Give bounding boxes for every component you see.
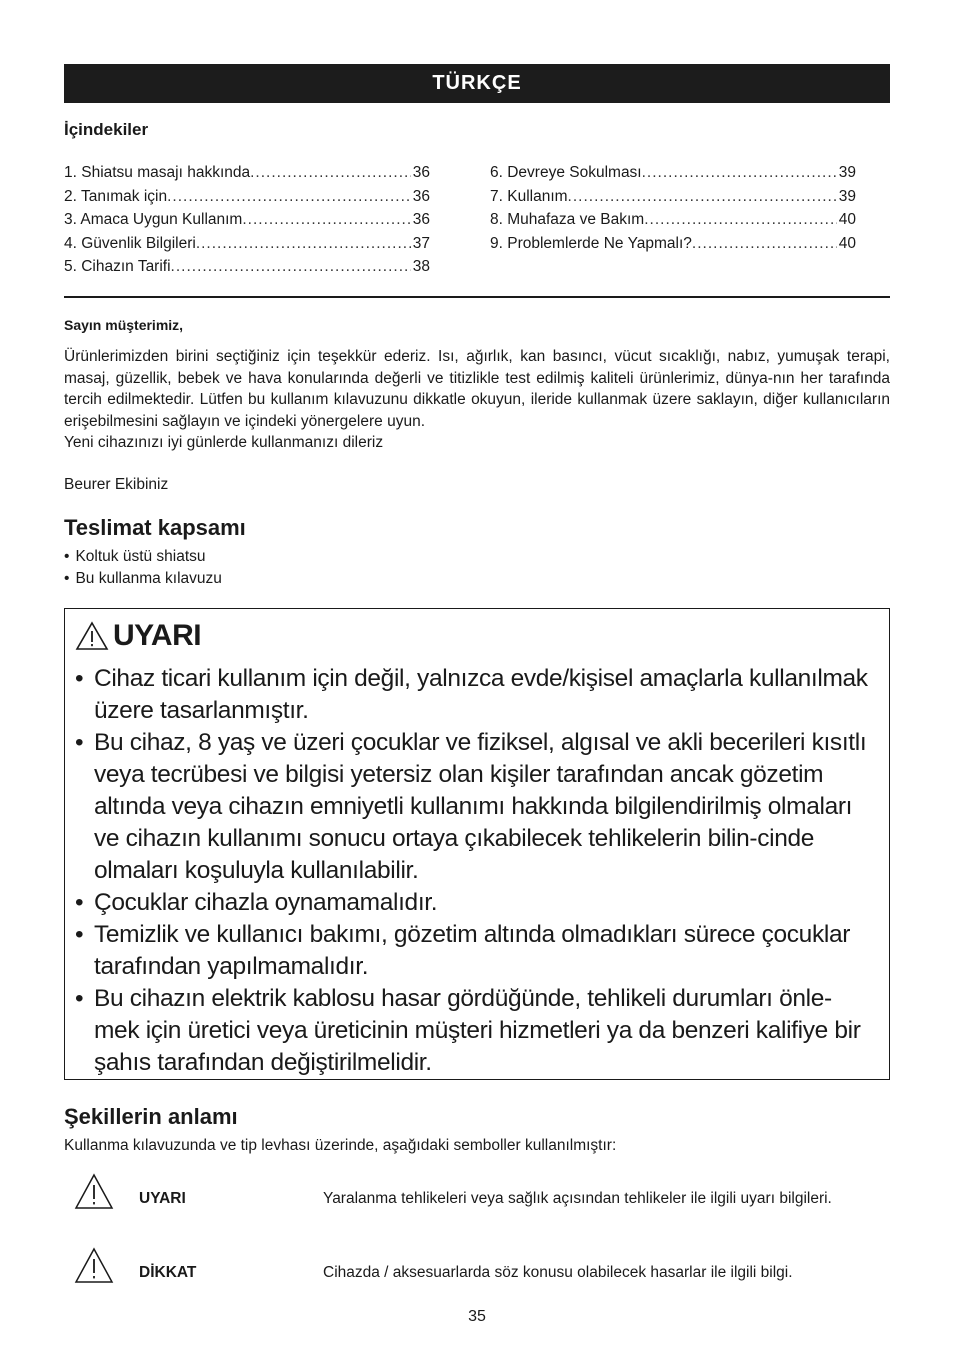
toc-item-label: 7. Kullanım xyxy=(490,187,568,205)
warning-box xyxy=(64,608,890,1080)
toc-item[interactable] xyxy=(490,185,856,209)
list-item: • Bu kullanma kılavuzu xyxy=(64,568,890,591)
toc-leader-dots xyxy=(250,161,411,185)
toc-item-label: 5. Cihazın Tarifi xyxy=(64,258,171,276)
toc-item[interactable] xyxy=(64,161,430,185)
toc-leader-dots xyxy=(568,185,837,209)
toc-item[interactable] xyxy=(490,208,856,232)
warning-item: • Cihaz ticari kullanım için değil, yalnızca evde/kişisel amaçlarla kullanılmak üzere tasarlanmıştır. xyxy=(75,663,877,727)
toc-leader-dots xyxy=(196,232,411,256)
section-divider xyxy=(64,296,890,298)
intro-text xyxy=(64,346,890,454)
list-item: • Koltuk üstü shiatsu xyxy=(64,546,890,569)
delivery-heading: Teslimat kapsamı xyxy=(64,514,246,540)
manual-page xyxy=(64,64,890,1303)
toc-item[interactable] xyxy=(64,255,430,279)
toc-item-label: 4. Güvenlik Bilgileri xyxy=(64,234,196,252)
language-header: TÜRKÇE xyxy=(64,64,890,103)
toc-item-label: 1. Shiatsu masajı hakkında xyxy=(64,164,251,181)
toc-item-label: 9. Problemlerde Ne Yapmalı? xyxy=(490,234,692,252)
warning-list xyxy=(75,663,877,1079)
toc-item-page: 38 xyxy=(412,258,430,276)
warning-item: • Çocuklar cihazla oynamamalıdır. xyxy=(75,887,877,919)
warning-triangle-icon xyxy=(74,1173,114,1211)
symbol-row-caution xyxy=(64,1247,890,1303)
toc-leader-dots xyxy=(644,208,837,232)
toc-title: İçindekiler xyxy=(64,120,149,139)
toc-column-left xyxy=(64,161,430,279)
table-of-contents xyxy=(64,161,890,279)
symbol-description: Cihazda / aksesuarlarda söz konusu olabilecek hasarlar ile ilgili bilgi. xyxy=(323,1263,793,1281)
toc-item-label: 2. Tanımak için xyxy=(64,187,168,205)
delivery-list xyxy=(64,546,890,591)
toc-leader-dots xyxy=(692,232,837,256)
warning-item: • Bu cihaz, 8 yaş ve üzeri çocuklar ve fiziksel, algısal ve akli becerileri kısıtlı veya tecrübesi ve bilgisi yetersiz olan kişiler tarafından ancak gözetim altında veya cihazın emniyetli kullanımı hakkında bilgilendirilmiş olmaları ve cihazın kullanımı sonucu ortaya çıkabilecek tehlikelerin bilin-cinde olmaları koşuluyla kullanılabilir. xyxy=(75,727,877,887)
toc-item[interactable] xyxy=(64,208,430,232)
symbols-heading: Şekillerin anlamı xyxy=(64,1103,238,1129)
greeting: Sayın müşterimiz, xyxy=(64,316,184,333)
toc-item-page: 36 xyxy=(412,164,430,181)
toc-item-page: 39 xyxy=(838,187,856,205)
warning-triangle-icon xyxy=(74,1247,114,1285)
toc-leader-dots xyxy=(171,255,411,279)
toc-item[interactable] xyxy=(64,185,430,209)
toc-item-page: 40 xyxy=(838,234,856,252)
toc-leader-dots xyxy=(167,185,411,209)
symbol-name: DİKKAT xyxy=(139,1263,197,1281)
toc-column-right xyxy=(490,161,856,279)
toc-item[interactable] xyxy=(64,232,430,256)
toc-item[interactable] xyxy=(490,232,856,256)
toc-item-page: 39 xyxy=(838,164,856,181)
toc-item-label: 6. Devreye Sokulması xyxy=(490,164,642,181)
warning-item: • Temizlik ve kullanıcı bakımı, gözetim altında olmadıkları sürece çocuklar tarafından yapılmamalıdır. xyxy=(75,919,877,983)
intro-paragraph: Ürünlerimizden birini seçtiğiniz için teşekkür ederiz. Isı, ağırlık, kan basıncı, vücut sıcaklığı, nabız, yumuşak terapi, masaj, güzellik, bebek ve hava konularında değerli ve titizlikle test edilmiş kaliteli ürünlerimiz, dünya-nın her tarafında tercih edilmektedir. Lütfen bu kullanım kılavuzunu dikkatle okuyun, ileride kullanmak üzere saklayın, diğer kullanıcıların erişebilmesini sağlayın ve içindeki yönergelere uyun. xyxy=(64,347,890,430)
toc-item-page: 40 xyxy=(838,211,856,229)
symbol-name: UYARI xyxy=(139,1189,186,1207)
toc-item-label: 3. Amaca Uygun Kullanım xyxy=(64,211,243,229)
toc-item-page: 36 xyxy=(412,187,430,205)
page-number: 35 xyxy=(468,1308,486,1325)
warning-title-text: UYARI xyxy=(113,618,202,652)
signature: Beurer Ekibiniz xyxy=(64,475,169,493)
warning-item: • Bu cihazın elektrik kablosu hasar gördüğünde, tehlikeli durumları önle-mek için üretici veya üreticinin müşteri hizmetleri ya da benzeri kalifiye bir şahıs tarafından değiştirilmelidir. xyxy=(75,983,877,1079)
toc-item-page: 36 xyxy=(412,211,430,229)
toc-item-label: 8. Muhafaza ve Bakım xyxy=(490,211,645,229)
symbol-row-warning xyxy=(64,1173,890,1247)
toc-item[interactable] xyxy=(490,161,856,185)
intro-wish: Yeni cihazınızı iyi günlerde kullanmanızı dileriz xyxy=(64,434,384,452)
warning-triangle-icon xyxy=(75,621,109,651)
toc-leader-dots xyxy=(242,208,410,232)
symbol-description: Yaralanma tehlikeleri veya sağlık açısından tehlikeler ile ilgili uyarı bilgileri. xyxy=(323,1189,832,1207)
warning-title xyxy=(75,617,877,655)
symbols-description: Kullanma kılavuzunda ve tip levhası üzerinde, aşağıdaki semboller kullanılmıştır: xyxy=(64,1136,617,1154)
toc-leader-dots xyxy=(642,161,837,185)
toc-item-page: 37 xyxy=(412,234,430,252)
